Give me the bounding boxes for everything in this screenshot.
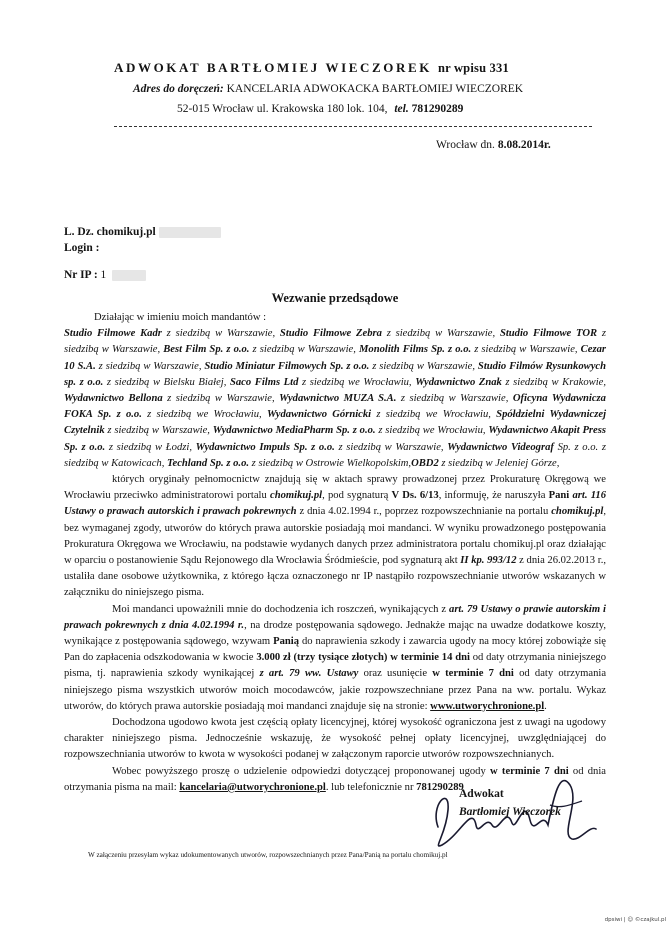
mandant-seat: z siedzibą w Jeleniej Górze, bbox=[438, 457, 560, 469]
text: , pod sygnaturą bbox=[322, 490, 392, 502]
paragraph-1 bbox=[64, 472, 606, 602]
deadline: w terminie 7 dni bbox=[490, 765, 569, 777]
tel-number: 781290289 bbox=[411, 103, 464, 115]
mandant-name: Oficyna Wydawnicza FOKA Sp. z o.o. bbox=[64, 393, 606, 421]
street-address bbox=[177, 103, 463, 115]
date-prefix: Wrocław dn. bbox=[436, 139, 495, 151]
mandant-seat: z siedzibą w Warszawie, bbox=[161, 328, 280, 340]
text: , bez wymaganej zgody, utworów do których prawa autorskie posiadają moi mandanci. W wyniku prowadzonego postępowania Prokuratura Okręgowa we Wrocławiu, na podstawie wydanych danych przez administratora portalu chomikuj.pl oraz działając w oparciu o postanowienie Sądu Rejonowego dla Wrocławia Śródmieście, pod sygnaturą akt bbox=[64, 506, 606, 567]
text-bold: Pani bbox=[548, 490, 570, 502]
mandant-name: Studio Filmowe Zebra bbox=[279, 328, 382, 340]
mandant-name: Wydawnictwo Znak bbox=[415, 376, 502, 388]
law-article: art. 79 Ustawy o prawie autorskim i prawach pokrewnych z dnia 4.02.1994 r. bbox=[64, 603, 606, 631]
law-article: art. 116 Ustawy o prawach autorskich i prawach pokrewnych bbox=[64, 490, 607, 518]
mandant-name: Studio Filmowe TOR bbox=[499, 328, 598, 340]
ip-line bbox=[64, 269, 146, 281]
mandant-seat: z siedzibą we Wrocławiu, bbox=[375, 425, 489, 437]
mandant-name: Saco Films Ltd bbox=[229, 376, 299, 388]
text: z dnia 26.02.2013 r., ustaliła dane osobowe użytkownika, z którego łącza oznaczonego nr IP nastąpiło rozpowszechnianie utworów wskazanych w załączniku do niniejszego pisma. bbox=[64, 555, 606, 599]
redaction-mark bbox=[112, 270, 146, 281]
mandant-name: Spółdzielni Wydawniczej Czytelnik bbox=[64, 409, 607, 437]
email-link[interactable]: kancelaria@utworychronione.pl bbox=[179, 781, 326, 793]
text: , na drodze postępowania sądowego. Jednakże mając na uwadze dodatkowe koszty, wynikające z postępowania sądowego, wzywam bbox=[64, 619, 607, 648]
ldz-line bbox=[64, 226, 221, 238]
paragraph-intro: Działając w imieniu moich mandantów : bbox=[94, 312, 267, 323]
office-name: KANCELARIA ADWOKACKA BARTŁOMIEJ WIECZOREK bbox=[226, 83, 524, 95]
mandant-seat: z siedzibą we Wrocławiu, bbox=[141, 409, 267, 421]
mandant-name: Cezar 10 S.A. bbox=[64, 344, 606, 372]
text: od daty otrzymania niniejszego pisma, tj. naprawienia szkody wynikającej bbox=[64, 652, 606, 680]
tel-label: tel. bbox=[394, 103, 409, 115]
mandant-name: Wydawnictwo Górnicki bbox=[266, 409, 372, 421]
text: Moi mandanci upoważnili mnie do dochodzenia ich roszczeń, wynikających z bbox=[112, 603, 450, 615]
mandant-name: OBD2 bbox=[411, 457, 439, 469]
attachment-note: W załączeniu przesyłam wykaz udokumentowanych utworów, rozpowszechnianych przez Pana/Panią na portalu chomikuj.pl bbox=[88, 851, 448, 859]
mandant-seat: z siedzibą w Warszawie, bbox=[95, 360, 205, 372]
mandants-list bbox=[64, 326, 606, 472]
street: 52-015 Wrocław ul. Krakowska 180 lok. 104, bbox=[177, 103, 388, 115]
court-signature: II kp. 993/12 bbox=[460, 555, 517, 567]
mandant-name: Wydawnictwo Impuls Sp. z o.o. bbox=[195, 441, 335, 453]
case-signature: V Ds. 6/13 bbox=[391, 490, 439, 502]
sign-title: Adwokat bbox=[459, 788, 504, 800]
portal-name: chomikuj.pl bbox=[270, 490, 323, 502]
text: z dnia 4.02.1994 r., poprzez rozpowszechnianie na portalu bbox=[296, 506, 552, 518]
login-label: Login : bbox=[64, 242, 100, 254]
mandant-seat: z siedzibą w Warszawie, bbox=[381, 328, 500, 340]
ldz-value: chomikuj.pl bbox=[96, 226, 156, 238]
mandant-name: Wydawnictwo Bellona bbox=[64, 393, 163, 405]
mandant-seat: z siedzibą w Ostrowie Wielkopolskim, bbox=[249, 457, 412, 469]
mandant-seat: z siedzibą w Warszawie, bbox=[334, 441, 448, 453]
paragraph-2 bbox=[64, 602, 606, 715]
mandant-name: Techland Sp. z o.o. bbox=[167, 457, 250, 469]
mandant-seat: z siedzibą w Warszawie, bbox=[64, 328, 606, 356]
text-bold: Panią bbox=[273, 636, 300, 648]
text: . bbox=[544, 700, 547, 712]
delivery-address bbox=[133, 83, 523, 95]
letter-date bbox=[436, 139, 551, 151]
mandant-seat: z siedzibą we Wrocławiu, bbox=[298, 376, 416, 388]
text: . lub telefonicznie nr bbox=[325, 781, 417, 793]
website-link[interactable]: www.utworychronione.pl bbox=[430, 700, 545, 712]
deadline: terminie 7 dni bbox=[445, 668, 514, 680]
ip-value: 1 bbox=[100, 269, 107, 281]
text: od dnia otrzymania pisma na mail: bbox=[64, 765, 606, 793]
mandant-name: Studio Miniatur Filmowych Sp. z o.o. bbox=[204, 360, 370, 372]
mandant-seat: z siedzibą w Warszawie, bbox=[471, 344, 581, 356]
mandant-name: Wydawnictwo Akapit Press Sp. z o.o. bbox=[64, 425, 606, 453]
mandant-name: Wydawnictwo MediaPharm Sp. z o.o. bbox=[212, 425, 376, 437]
mandant-name: Monolith Films Sp. z o.o. bbox=[359, 344, 472, 356]
mandant-seat: z siedzibą w Krakowie, bbox=[501, 376, 606, 388]
mandant-name: Studio Filmów Rysunkowych sp. z o.o. bbox=[64, 360, 606, 388]
mandant-seat: z siedzibą w Warszawie, bbox=[396, 393, 513, 405]
paragraph-3: Dochodzona ugodowo kwota jest częścią opłaty licencyjnej, której wysokość ograniczona jest z uwagi na ugodowy charakter niniejszego pisma. Jednocześnie wskazuję, że wysokość pełnej opłaty licencyjnej, uwzględniającej do rozpowszechniania utworów to kwota w wysokości podanej w załączonym raporcie utworów rozpowszechnianych. bbox=[64, 717, 606, 761]
ldz-label: L. Dz. bbox=[64, 226, 94, 238]
text: do naprawienia szkody i zawarcia ugody na mocy której zobowiąże się Pan do zapłacenia odszkodowania w kwocie bbox=[64, 636, 606, 664]
mandant-seat: z siedzibą w Warszawie, bbox=[249, 344, 359, 356]
ip-label: Nr IP : bbox=[64, 269, 98, 281]
amount-deadline: 3.000 zł (trzy tysiące złotych) w terminie 14 dni bbox=[256, 652, 470, 664]
letter-body bbox=[64, 310, 606, 796]
text: których oryginały pełnomocnictw znajdują się w aktach sprawy prowadzonej przez Prokuraturę Okręgową we Wrocławiu przeciwko administratorowi portalu bbox=[64, 474, 606, 502]
date-value: 8.08.2014r. bbox=[497, 139, 551, 151]
text: od daty otrzymania niniejszego pisma wszystkich utworów moich mocodawców, jakie rozpowszechniane przez Pana na ww. portalu. Wykaz utworów, do których prawa autorskie posiadają moi mandanci znajduje się na stronie: bbox=[64, 668, 607, 712]
phone-number: 781290289 bbox=[416, 781, 464, 793]
login-line bbox=[64, 242, 99, 254]
license-number: nr wpisu 331 bbox=[437, 61, 509, 75]
text: Wobec powyższego proszę o udzielenie odpowiedzi dotyczącej proponowanej ugody bbox=[112, 765, 491, 777]
portal-name: chomikuj.pl bbox=[551, 506, 604, 518]
law-article: z art. 79 ww. Ustawy bbox=[259, 668, 359, 680]
redaction-mark bbox=[159, 227, 221, 238]
mandant-seat: z siedzibą we Wrocławiu, bbox=[371, 409, 497, 421]
lawyer-name: ADWOKAT BARTŁOMIEJ WIECZOREK bbox=[114, 60, 432, 75]
corner-stamp: dpsiwi | ☺ ©czajkul.pl bbox=[604, 917, 666, 923]
mandant-seat: z siedzibą w Warszawie, bbox=[104, 425, 213, 437]
mandant-name: Wydawnictwo MUZA S.A. bbox=[279, 393, 397, 405]
address-label: Adres do doręczeń: bbox=[133, 83, 224, 95]
mandant-seat: z siedzibą w Warszawie, bbox=[369, 360, 478, 372]
signature-block bbox=[459, 785, 561, 821]
mandant-seat: z siedzibą w Bielsku Białej, bbox=[103, 376, 230, 388]
text: , informuję, że naruszyła bbox=[438, 490, 549, 502]
mandant-seat: Sp. z o.o. z siedzibą w Katowicach, bbox=[64, 441, 606, 469]
text-bold: w bbox=[432, 668, 440, 680]
lawyer-header bbox=[114, 60, 509, 76]
letter-title: Wezwanie przedsądowe bbox=[271, 291, 399, 305]
mandant-seat: z siedzibą w Łodzi, bbox=[105, 441, 196, 453]
text: oraz usunięcie bbox=[358, 668, 433, 680]
mandant-name: Wydawnictwo Videograf bbox=[447, 441, 554, 453]
mandant-name: Studio Filmowe Kadr bbox=[64, 328, 162, 340]
sign-name: Bartłomiej Wieczorek bbox=[459, 806, 561, 818]
mandant-seat: z siedzibą w Warszawie, bbox=[162, 393, 280, 405]
header-divider bbox=[114, 126, 592, 127]
mandant-name: Best Film Sp. z o.o. bbox=[163, 344, 250, 356]
